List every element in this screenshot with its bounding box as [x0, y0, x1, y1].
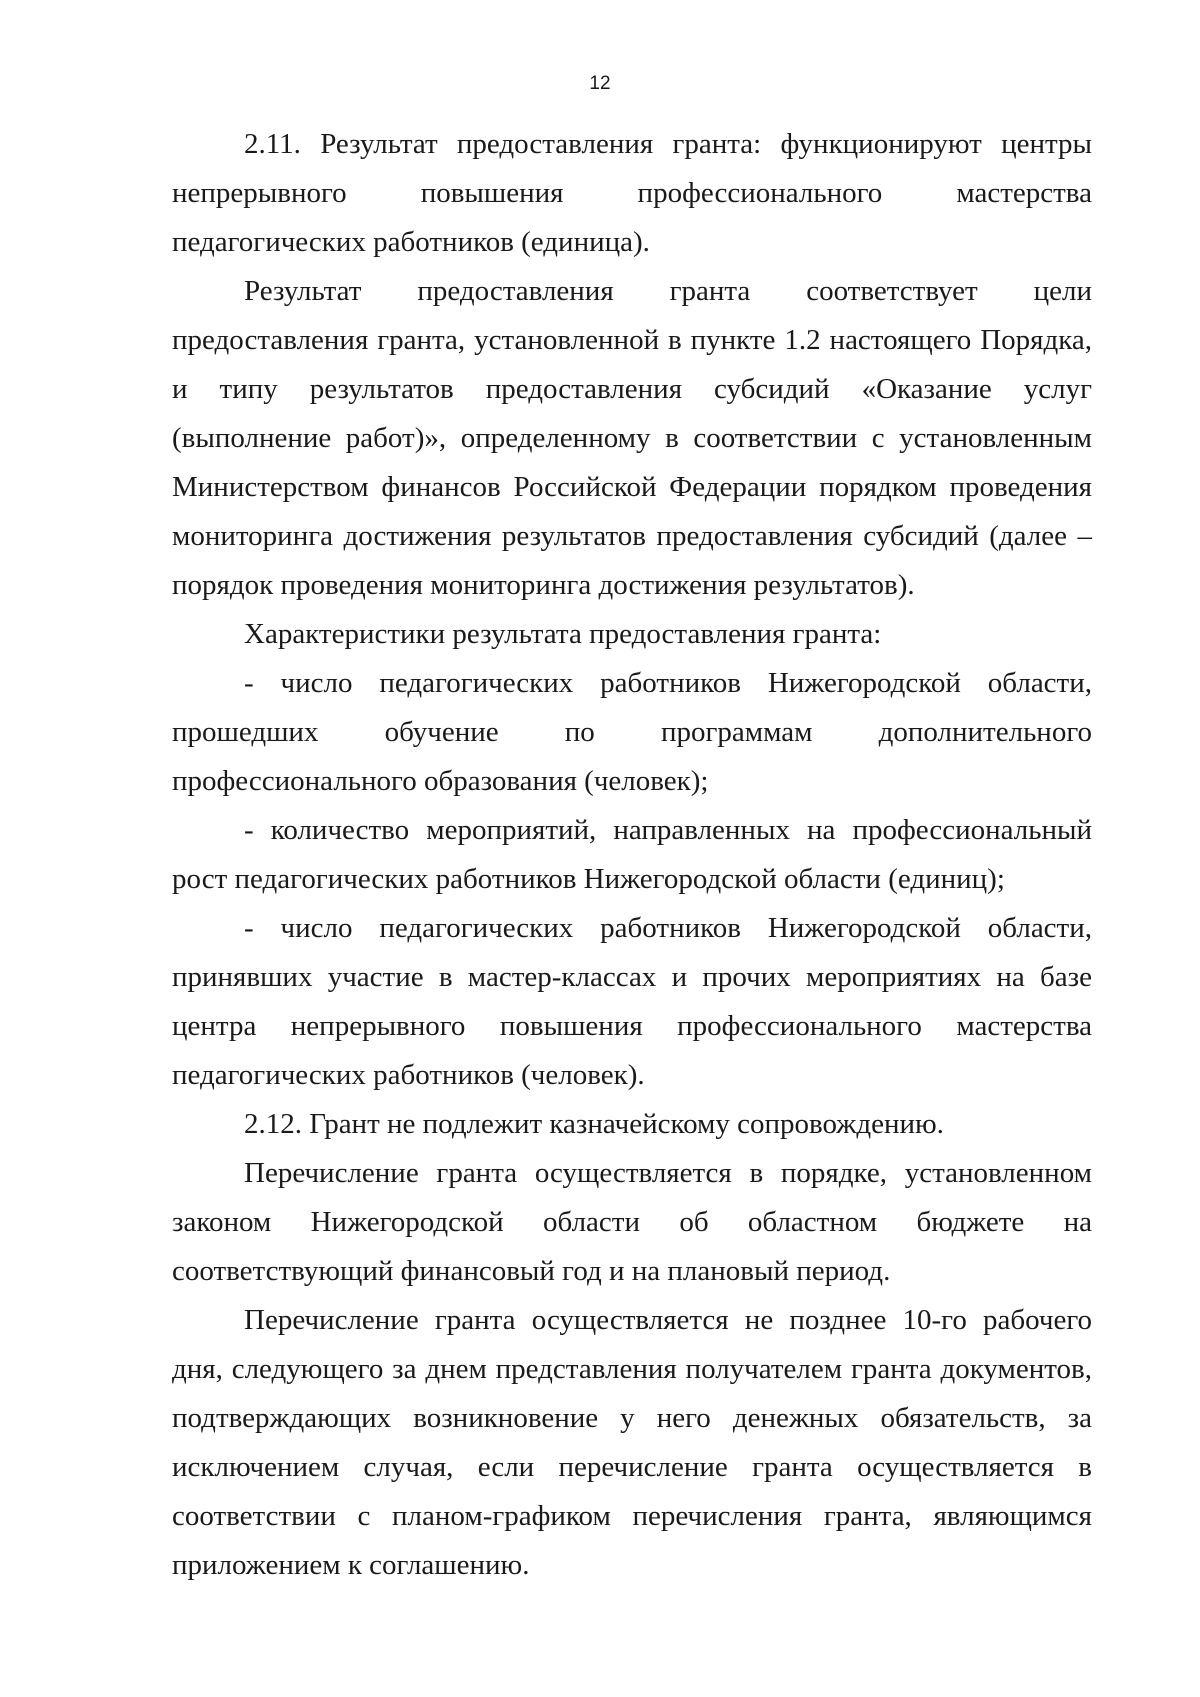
paragraph-2-11: 2.11. Результат предоставления гранта: функционируют центры непрерывного повышения профессионального мастерства педагогических работников (единица). — [172, 128, 1092, 258]
paragraph-transfer-procedure: Перечисление гранта осуществляется в порядке, установленном законом Нижегородской области об областном бюджете на соответствующий финансовый год и на плановый период. — [172, 1157, 1092, 1287]
document-body — [172, 120, 1092, 1590]
list-item-events-count: - количество мероприятий, направленных на профессиональный рост педагогических работников Нижегородской области (единиц); — [172, 814, 1092, 895]
list-item-masterclass-participants: - число педагогических работников Нижегородской области, принявших участие в мастер-классах и прочих мероприятиях на базе центра непрерывного повышения профессионального мастерства педагогических работников (человек). — [172, 912, 1092, 1091]
paragraph-transfer-deadline: Перечисление гранта осуществляется не позднее 10-го рабочего дня, следующего за днем представления получателем гранта документов, подтверждающих возникновение у него денежных обязательств, за исключением случая, если перечисление гранта осуществляется в соответствии с планом-графиком перечисления гранта, являющимся приложением к соглашению. — [172, 1304, 1092, 1581]
paragraph-result-purpose: Результат предоставления гранта соответствует цели предоставления гранта, установленной в пункте 1.2 настоящего Порядка, и типу результатов предоставления субсидий «Оказание услуг (выполнение работ)», определенному в соответствии с установленным Министерством финансов Российской Федерации порядком проведения мониторинга достижения результатов предоставления субсидий (далее – порядок проведения мониторинга достижения результатов). — [172, 275, 1092, 601]
list-item-trained-teachers: - число педагогических работников Нижегородской области, прошедших обучение по программам дополнительного профессионального образования (человек); — [172, 667, 1092, 797]
page-number: 12 — [589, 73, 611, 94]
paragraph-characteristics-heading: Характеристики результата предоставления гранта: — [244, 618, 882, 650]
paragraph-2-12: 2.12. Грант не подлежит казначейскому сопровождению. — [244, 1108, 944, 1140]
